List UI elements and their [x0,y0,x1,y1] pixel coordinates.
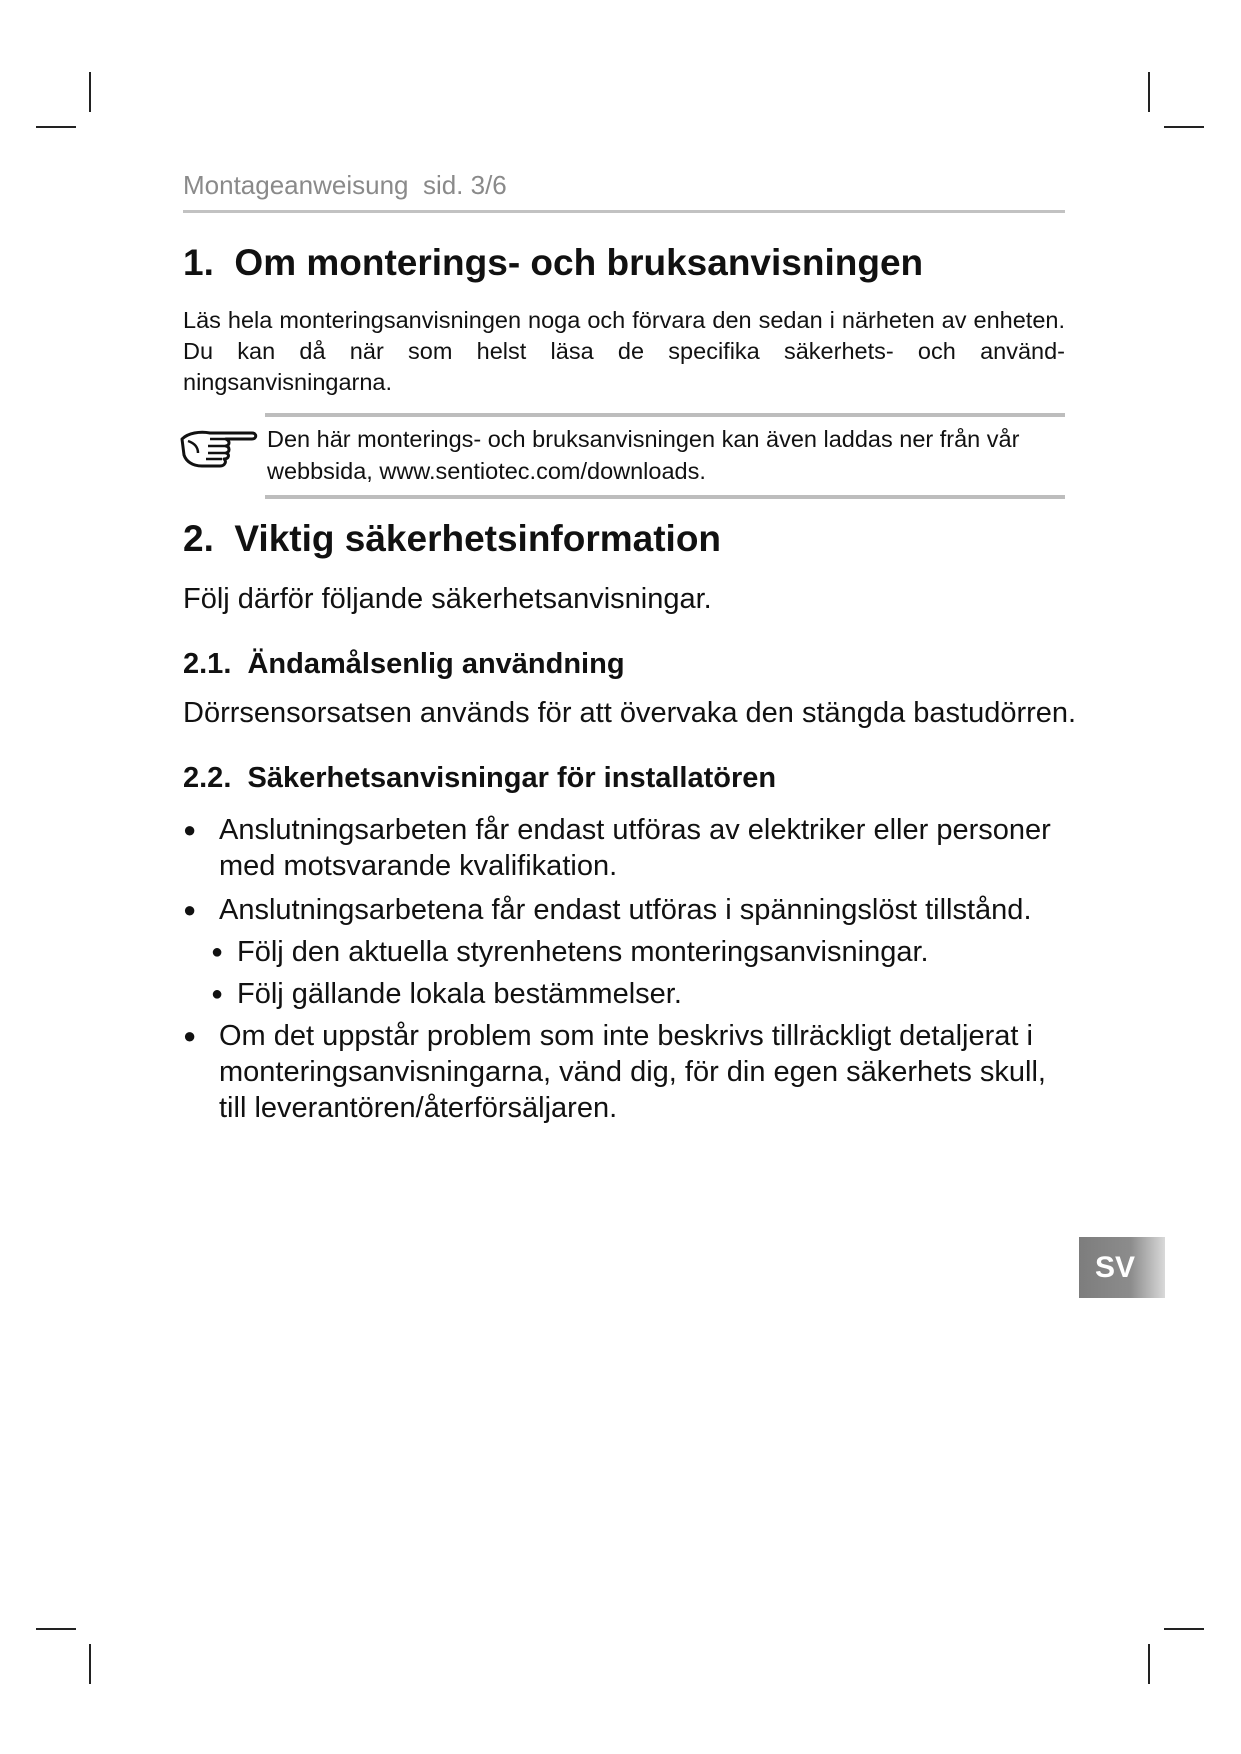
bullet-text: Följ den aktuella styrenhetens monteringsanvisningar. [237,936,929,968]
crop-mark-top-right-h [1164,126,1204,128]
crop-mark-top-left-v [89,72,91,112]
crop-mark-bottom-right-h [1164,1628,1204,1630]
crop-mark-bottom-left-h [36,1628,76,1630]
bullet-dot: ● [183,897,197,922]
note-line-2: webbsida, www.sentiotec.com/downloads. [267,458,706,484]
crop-mark-bottom-right-v [1148,1644,1150,1684]
list-item [183,892,1073,928]
header-rule [183,210,1065,213]
bullet-dot: ● [211,983,224,1005]
subsection-2-2-heading: 2.2. Säkerhetsanvisningar för installatören [183,762,777,794]
bullet-text: Om det uppstår problem som inte beskrivs tillräckligt detaljerat i monteringsanvisningarna, vänd dig, för din egen säkerhets skull, till leverantören/återförsäljaren. [219,1020,1046,1124]
list-item [183,1018,1073,1126]
running-header: Montageanweisung sid. 3/6 [183,170,507,200]
list-item [183,812,1073,884]
section-2-intro: Följ därför följande säkerhetsanvisningar. [183,583,712,615]
download-note [265,413,1065,499]
note-text [267,423,1067,487]
bullet-dot: ● [183,817,197,842]
list-item [211,934,1073,970]
list-item [211,976,1073,1012]
crop-mark-top-left-h [36,126,76,128]
section-2-heading: 2. Viktig säkerhetsinformation [183,518,722,559]
crop-mark-top-right-v [1148,72,1150,112]
subsection-2-1-text: Dörrsensorsatsen används för att övervaka den stängda bastudörren. [183,697,1077,729]
safety-bullet-list [183,812,1073,1126]
bullet-text: Följ gällande lokala bestämmelser. [237,978,682,1010]
crop-mark-bottom-left-v [89,1644,91,1684]
bullet-text: Anslutningsarbetena får endast utföras i spänningslöst tillstånd. [219,894,1032,926]
section-1-paragraph: Läs hela monteringsanvisningen noga och förvara den sedan i närheten av enheten. Du kan då när som helst läsa de specifika säkerhets- och använd-ningsanvisningarna. [183,307,1065,395]
pointing-hand-icon [180,425,258,469]
section-1-heading: 1. Om monterings- och bruksanvisningen [183,242,924,283]
language-tab: SV [1079,1237,1165,1298]
bullet-text: Anslutningsarbeten får endast utföras av elektriker eller personer med motsvarande kvalifikation. [219,814,1051,882]
bullet-dot: ● [211,941,224,963]
subsection-2-1-heading: 2.1. Ändamålsenlig användning [183,648,625,680]
note-line-1: Den här monterings- och bruksanvisningen kan även laddas ner från vår [267,426,1020,452]
bullet-dot: ● [183,1023,197,1048]
